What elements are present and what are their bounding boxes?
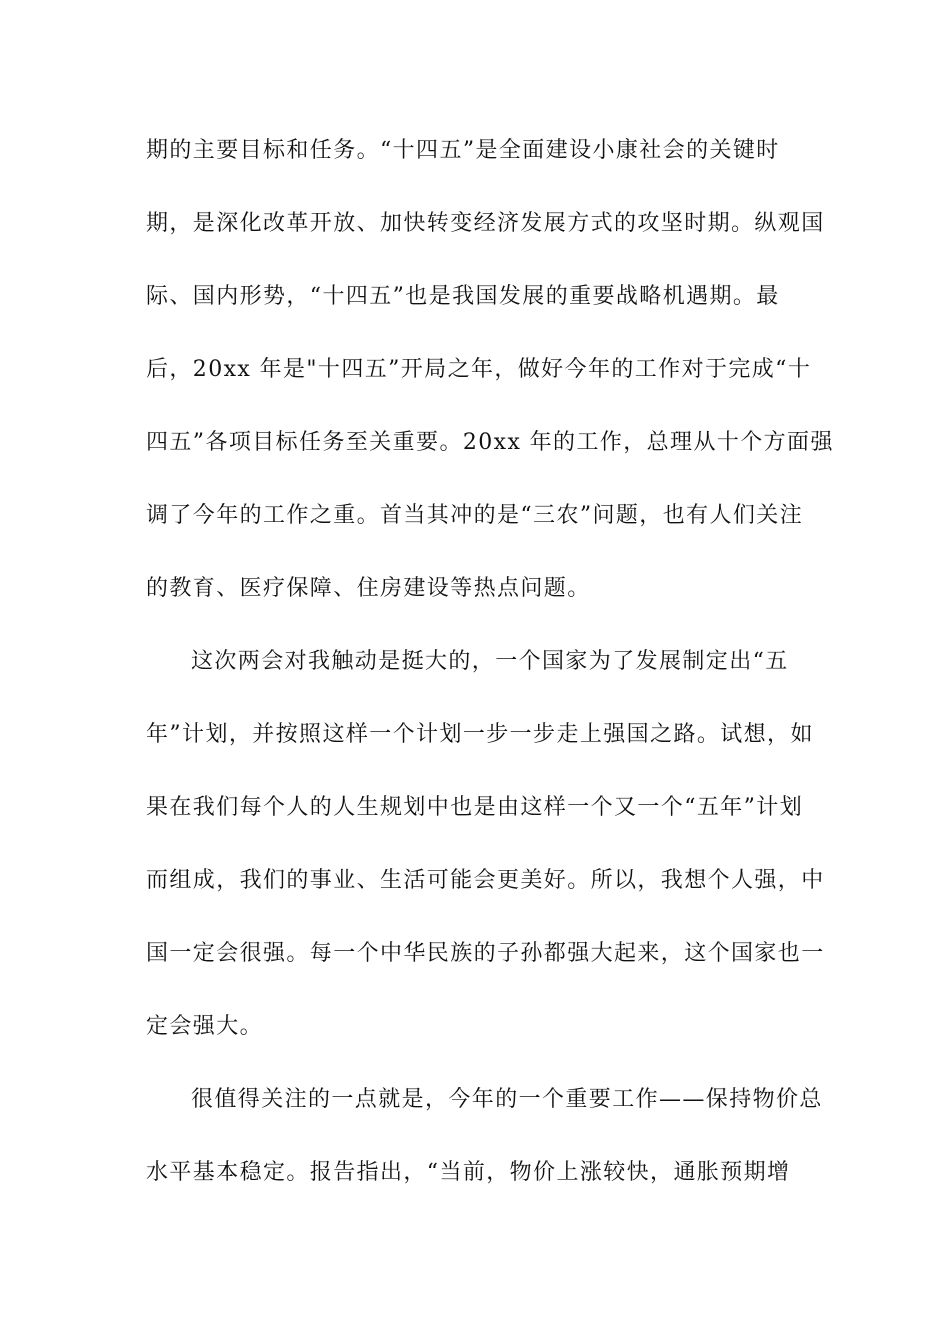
paragraph-first-line: 很值得关注的一点就是，今年的一个重要工作——保持物价总 <box>191 1087 823 1112</box>
paragraph-line: 际、国内形势，“十四五”也是我国发展的重要战略机遇期。最 <box>146 284 780 309</box>
paragraph-line: 后，20xx 年是"十四五”开局之年，做好今年的工作对于完成“十 <box>146 357 812 382</box>
body-text <box>146 128 834 1223</box>
paragraph-line: 而组成，我们的事业、生活可能会更美好。所以，我想个人强，中 <box>146 868 825 893</box>
paragraph-first-line: 这次两会对我触动是挺大的，一个国家为了发展制定出“五 <box>191 649 789 674</box>
paragraph-line: 四五”各项目标任务至关重要。20xx 年的工作，总理从十个方面强 <box>146 430 834 455</box>
paragraph-line: 年”计划，并按照这样一个计划一步一步走上强国之路。试想，如 <box>146 722 814 747</box>
paragraph-line: 水平基本稳定。报告指出，“当前，物价上涨较快，通胀预期增 <box>146 1160 791 1185</box>
paragraph-line: 期，是深化改革开放、加快转变经济发展方式的攻坚时期。纵观国 <box>146 211 825 236</box>
paragraph-line: 调了今年的工作之重。首当其冲的是“三农”问题，也有人们关注 <box>146 503 804 528</box>
paragraph-line: 国一定会很强。每一个中华民族的子孙都强大起来，这个国家也一 <box>146 941 825 966</box>
paragraph-line: 定会强大。 <box>146 1014 264 1039</box>
paragraph-line: 期的主要目标和任务。“十四五”是全面建设小康社会的关键时 <box>146 138 780 163</box>
paragraph-line: 果在我们每个人的人生规划中也是由这样一个又一个“五年”计划 <box>146 795 804 820</box>
paragraph-line: 的教育、医疗保障、住房建设等热点问题。 <box>146 576 591 601</box>
